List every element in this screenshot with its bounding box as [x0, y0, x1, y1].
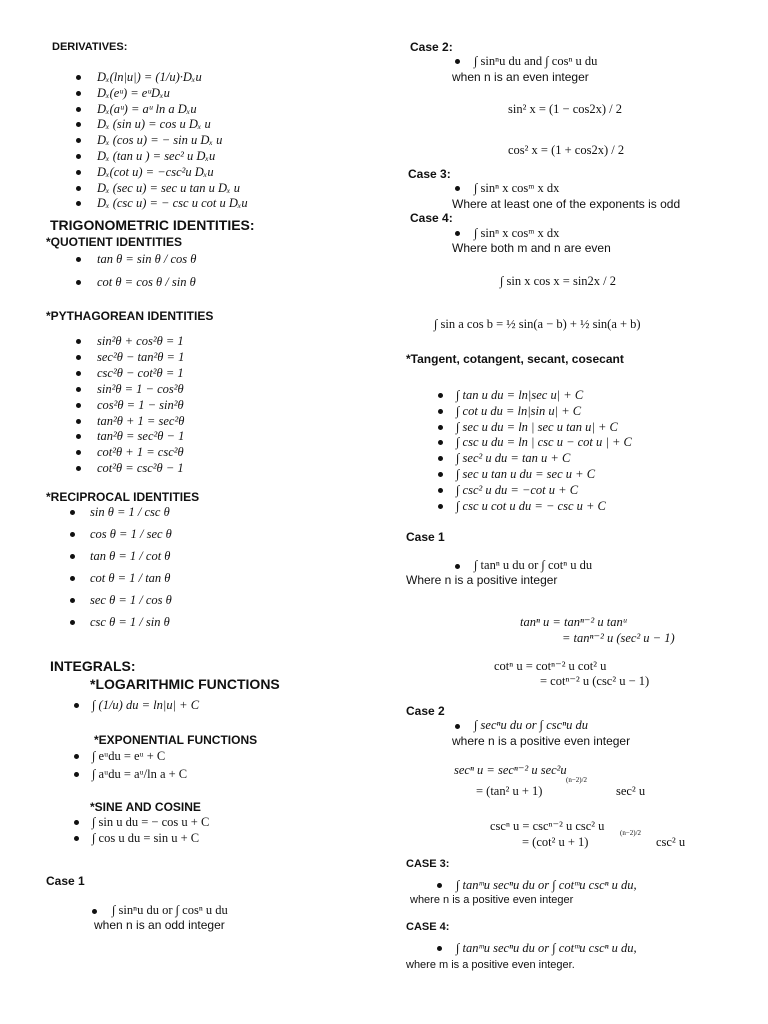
- case1-note: when n is an odd integer: [94, 918, 225, 932]
- pythagorean-identity: sin²θ + cos²θ = 1: [97, 334, 184, 348]
- case4-heading: Case 4:: [410, 211, 453, 225]
- pythagorean-identity: sec²θ − tan²θ = 1: [97, 349, 185, 364]
- bullet-icon: [455, 186, 460, 191]
- tan-case3-note: where n is a positive even integer: [410, 894, 574, 906]
- tan-case1-note: Where n is a positive integer: [406, 573, 558, 587]
- tan-case2-formula: ∫ secⁿu du or ∫ cscⁿu du: [474, 718, 589, 732]
- bullet-icon: [70, 532, 75, 537]
- quotient-identities-heading: *QUOTIENT IDENTITIES: [46, 235, 183, 249]
- bullet-icon: [74, 703, 79, 708]
- derivative-formula: Dₓ(cot u) = −csc²u Dₓu: [97, 164, 214, 179]
- exponential-integral: ∫ aᵘdu = aᵘ/ln a + C: [92, 767, 188, 781]
- pythagorean-identity: cot²θ = csc²θ − 1: [97, 461, 184, 476]
- bullet-icon: [438, 472, 443, 477]
- bullet-icon: [74, 754, 79, 759]
- case1-formula: ∫ sinⁿu du or ∫ cosⁿ u du: [112, 903, 228, 917]
- sine-cosine-heading: *SINE AND COSINE: [90, 800, 201, 814]
- bullet-icon: [70, 598, 75, 603]
- bullet-icon: [438, 393, 443, 398]
- bullet-icon: [455, 231, 460, 236]
- bullet-icon: [74, 836, 79, 841]
- reciprocal-identity: sec θ = 1 / cos θ: [90, 593, 172, 607]
- bullet-icon: [438, 456, 443, 461]
- bullet-icon: [76, 91, 81, 96]
- bullet-icon: [76, 371, 81, 376]
- sec-reduction-line1: secⁿ u = secⁿ⁻² u sec²u: [454, 763, 567, 777]
- sine-cosine-integral: ∫ cos u du = sin u + C: [92, 831, 200, 845]
- pythagorean-identity: tan²θ + 1 = sec²θ: [97, 413, 185, 428]
- logarithmic-functions-heading: *LOGARITHMIC FUNCTIONS: [90, 676, 280, 692]
- cos-squared-formula: cos² x = (1 + cos2x) / 2: [508, 143, 625, 157]
- tan-case3-formula: ∫ tanᵐu secⁿu du or ∫ cotᵐu cscⁿ u du,: [456, 878, 637, 892]
- bullet-icon: [76, 257, 81, 262]
- bullet-icon: [76, 280, 81, 285]
- reciprocal-identity: csc θ = 1 / sin θ: [90, 615, 170, 629]
- tan-reduction-line2: = tanⁿ⁻² u (sec² u − 1): [562, 631, 675, 645]
- csc-reduction-line1: cscⁿ u = cscⁿ⁻² u csc² u: [490, 819, 605, 833]
- derivatives-heading: DERIVATIVES:: [52, 41, 128, 53]
- trig-integral-formula: ∫ cot u du = ln|sin u| + C: [456, 403, 582, 418]
- sinx-cosx-formula: ∫ sin x cos x = sin2x / 2: [500, 274, 617, 288]
- bullet-icon: [455, 59, 460, 64]
- tan-case2-heading: Case 2: [406, 704, 445, 718]
- cot-reduction-line1: cotⁿ u = cotⁿ⁻² u cot² u: [494, 659, 607, 673]
- case2-heading: Case 2:: [410, 40, 453, 54]
- trig-integral-formula: ∫ csc u du = ln | csc u − cot u | + C: [456, 435, 632, 450]
- tan-case4-formula: ∫ tanᵐu secⁿu du or ∫ cotᵐu cscⁿ u du,: [456, 941, 637, 955]
- exponential-functions-heading: *EXPONENTIAL FUNCTIONS: [94, 733, 258, 747]
- case4-formula: ∫ sinⁿ x cosᵐ x dx: [474, 226, 560, 240]
- bullet-icon: [92, 909, 97, 914]
- quotient-identity: cot θ = cos θ / sin θ: [97, 275, 196, 289]
- bullet-icon: [76, 107, 81, 112]
- trig-identities-heading: TRIGONOMETRIC IDENTITIES:: [50, 217, 255, 233]
- bullet-icon: [70, 554, 75, 559]
- tan-case3-heading: CASE 3:: [406, 858, 450, 870]
- sec-reduction-line2: = (tan² u + 1): [476, 784, 543, 798]
- case3-heading: Case 3:: [408, 167, 451, 181]
- bullet-icon: [438, 409, 443, 414]
- bullet-icon: [438, 488, 443, 493]
- bullet-icon: [74, 820, 79, 825]
- log-integral-formula: ∫ (1/u) du = ln|u| + C: [92, 698, 200, 712]
- pythagorean-identity: sin²θ = 1 − cos²θ: [97, 381, 184, 396]
- bullet-icon: [437, 883, 442, 888]
- tangent-cotangent-heading: *Tangent, cotangent, secant, cosecant: [406, 352, 624, 366]
- bullet-icon: [76, 355, 81, 360]
- tan-case1-heading: Case 1: [406, 530, 445, 544]
- bullet-icon: [76, 154, 81, 159]
- bullet-icon: [76, 419, 81, 424]
- derivative-formula: Dₓ (sin u) = cos u Dₓ u: [97, 117, 211, 132]
- tan-case4-note: where m is a positive even integer.: [406, 959, 575, 971]
- bullet-icon: [76, 122, 81, 127]
- bullet-icon: [76, 138, 81, 143]
- reciprocal-identity: tan θ = 1 / cot θ: [90, 549, 171, 563]
- reciprocal-identity: sin θ = 1 / csc θ: [90, 505, 170, 519]
- trig-integral-formula: ∫ sec u tan u du = sec u + C: [456, 467, 596, 481]
- tan-reduction-line1: tanⁿ u = tanⁿ⁻² u tanᵘ: [520, 615, 627, 629]
- sina-cosb-formula: ∫ sin a cos b = ½ sin(a − b) + ½ sin(a + b): [434, 317, 641, 331]
- derivative-formula: Dₓ(ln|u|) = (1/u)·Dₓu: [97, 70, 202, 84]
- bullet-icon: [438, 440, 443, 445]
- integrals-heading: INTEGRALS:: [50, 658, 136, 674]
- bullet-icon: [76, 186, 81, 191]
- bullet-icon: [76, 339, 81, 344]
- case3-note: Where at least one of the exponents is odd: [452, 197, 681, 211]
- bullet-icon: [70, 510, 75, 515]
- pythagorean-identities-heading: *PYTHAGOREAN IDENTITIES: [46, 309, 214, 323]
- sine-cosine-integral: ∫ sin u du = − cos u + C: [92, 815, 210, 829]
- bullet-icon: [76, 466, 81, 471]
- quotient-identity: tan θ = sin θ / cos θ: [97, 252, 197, 266]
- tan-case4-heading: CASE 4:: [406, 921, 450, 933]
- bullet-icon: [76, 201, 81, 206]
- trig-integral-formula: ∫ csc u cot u du = − csc u + C: [456, 498, 606, 513]
- case3-formula: ∫ sinⁿ x cosᵐ x dx: [474, 181, 560, 195]
- derivative-formula: Dₓ (cos u) = − sin u Dₓ u: [97, 133, 223, 148]
- bullet-icon: [70, 576, 75, 581]
- trig-integral-formula: ∫ tan u du = ln|sec u| + C: [456, 388, 584, 402]
- derivative-formula: Dₓ (sec u) = sec u tan u Dₓ u: [97, 180, 240, 195]
- derivative-formula: Dₓ(aᵘ) = aᵘ ln a Dₓu: [97, 101, 197, 116]
- bullet-icon: [438, 425, 443, 430]
- cot-reduction-line2: = cotⁿ⁻² u (csc² u − 1): [540, 674, 650, 688]
- reciprocal-identities-heading: *RECIPROCAL IDENTITIES: [46, 490, 200, 504]
- sec-tail: sec² u: [616, 784, 646, 798]
- bullet-icon: [70, 620, 75, 625]
- bullet-icon: [76, 170, 81, 175]
- derivative-formula: Dₓ (csc u) = − csc u cot u Dₓu: [97, 196, 248, 211]
- sec-exponent: (n−2)/2: [566, 776, 588, 784]
- bullet-icon: [76, 450, 81, 455]
- bullet-icon: [76, 387, 81, 392]
- csc-exponent: (n−2)/2: [620, 829, 642, 837]
- reciprocal-identity: cot θ = 1 / tan θ: [90, 571, 171, 585]
- bullet-icon: [455, 724, 460, 729]
- derivative-formula: Dₓ(eᵘ) = eᵘDₓu: [97, 85, 170, 100]
- case1-heading: Case 1: [46, 874, 85, 888]
- trig-integral-formula: ∫ sec² u du = tan u + C: [456, 451, 571, 466]
- derivative-formula: Dₓ (tan u ) = sec² u Dₓu: [97, 149, 216, 163]
- trig-integral-formula: ∫ sec u du = ln | sec u tan u| + C: [456, 419, 618, 434]
- csc-reduction-line2: = (cot² u + 1): [522, 835, 589, 849]
- sin-squared-formula: sin² x = (1 − cos2x) / 2: [508, 102, 623, 116]
- bullet-icon: [74, 772, 79, 777]
- pythagorean-identity: tan²θ = sec²θ − 1: [97, 429, 185, 444]
- pythagorean-identity: cos²θ = 1 − sin²θ: [97, 397, 184, 412]
- bullet-icon: [455, 564, 460, 569]
- bullet-icon: [76, 403, 81, 408]
- tan-case1-formula: ∫ tanⁿ u du or ∫ cotⁿ u du: [474, 558, 593, 572]
- bullet-icon: [76, 75, 81, 80]
- case2-formula: ∫ sinⁿu du and ∫ cosⁿ u du: [474, 54, 598, 68]
- case2-note: when n is an even integer: [452, 70, 589, 84]
- reciprocal-identity: cos θ = 1 / sec θ: [90, 527, 172, 541]
- case4-note: Where both m and n are even: [452, 241, 611, 255]
- csc-tail: csc² u: [656, 835, 686, 849]
- trig-integral-formula: ∫ csc² u du = −cot u + C: [456, 482, 579, 497]
- bullet-icon: [438, 504, 443, 509]
- pythagorean-identity: csc²θ − cot²θ = 1: [97, 365, 184, 380]
- exponential-integral: ∫ eᵘdu = eᵘ + C: [92, 749, 166, 763]
- tan-case2-note: where n is a positive even integer: [452, 734, 631, 748]
- bullet-icon: [437, 946, 442, 951]
- bullet-icon: [76, 434, 81, 439]
- pythagorean-identity: cot²θ + 1 = csc²θ: [97, 445, 184, 460]
